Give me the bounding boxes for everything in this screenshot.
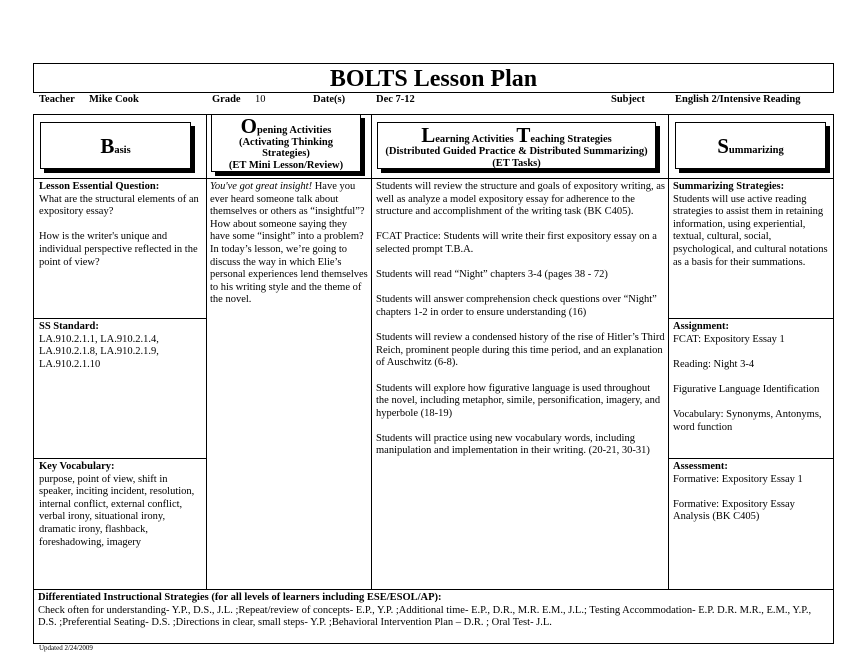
summarizing-initial: S	[717, 134, 729, 158]
learning-item: Students will review a condensed history of the rise of Hitler’s Third Reich, prominent people during this time period, and an explanation of Auschwitz (6-8).	[376, 332, 665, 369]
opening-subtitle-3: (ET Mini Lesson/Review)	[228, 159, 344, 171]
assessment-heading: Assessment:	[673, 461, 728, 472]
dates-label: Date(s)	[313, 94, 346, 105]
assignment-item: Reading: Night 3-4	[673, 358, 755, 370]
basis-initial: B	[100, 134, 115, 158]
ss-standard-cell	[39, 321, 203, 371]
page-title: BOLTS Lesson Plan	[33, 63, 834, 93]
subject-value: English 2/Intensive Reading	[675, 94, 801, 105]
learning-item: Students will read “Night” chapters 3-4 (pages 38 - 72)	[376, 269, 608, 281]
assessment-item: Formative: Expository Essay 1	[673, 473, 803, 485]
learning-subtitle: (Distributed Guided Practice & Distributed Summarizing)	[385, 146, 648, 157]
opening-hook: You've got great insight!	[210, 181, 313, 192]
basis-header	[40, 122, 191, 169]
key-vocabulary-cell	[39, 461, 203, 549]
key-vocabulary-list: purpose, point of view, shift in speaker, inciting incident, resolution, internal conflict, external conflict, verbal irony, situational irony, dramatic irony, flashback, foreshadowing, imagery	[39, 473, 195, 548]
row-divider	[33, 178, 834, 179]
row-divider	[33, 589, 834, 590]
differentiated-heading: Differentiated Instructional Strategies (for all levels of learners including ESE/ESOL/AP):	[38, 592, 442, 603]
assignment-heading: Assignment:	[673, 321, 730, 332]
assignment-item: Vocabulary: Synonyms, Antonyms, word function	[673, 409, 822, 433]
learning-item: Students will practice using new vocabulary words, including manipulation and implementation in their writing. (20-21, 30-31)	[376, 432, 650, 457]
summarizing-strategies-text: Students will use active reading strategies to assist them in retaining information, using experiential, textual, cultural, social, psychological, and cultural notations as a basis for their summations.	[673, 193, 828, 268]
learning-activities-cell	[376, 181, 665, 458]
assessment-item: Formative: Expository Essay Analysis (BK C405)	[673, 498, 795, 523]
learning-subtitle-2: (ET Tasks)	[492, 158, 541, 169]
column-divider	[668, 114, 669, 589]
opening-subtitle: (Activating Thinking	[238, 136, 334, 148]
row-divider	[33, 318, 206, 319]
opening-activities-cell	[210, 181, 368, 307]
ss-standard-line: LA.910.2.1.10	[39, 358, 101, 370]
essential-question-heading: Lesson Essential Question:	[39, 181, 160, 192]
opening-title: pening Activities	[256, 125, 332, 136]
assignment-item: Figurative Language Identification	[673, 383, 820, 395]
row-divider	[668, 458, 834, 459]
learning-initial: L	[421, 123, 436, 147]
differentiated-text: Check often for understanding- Y.P., D.S., J.L. ;Repeat/review of concepts- E.P., Y.P. ;Additional time- E.P., D.R., M.R. E.M., J.L.; Testing Accommodation- E.P. D.R. M.R., E.M., Y.P., D.S. ;Preferential Seating- D.S. ;Directions in clear, small steps- Y.P. ;Behavioral Intervention Plan – D.R. ; Oral Test- J.L.	[38, 604, 812, 629]
ss-standard-heading: SS Standard:	[39, 321, 99, 332]
assignment-cell	[673, 321, 831, 434]
grade-label: Grade	[212, 94, 241, 105]
teaching-initial: T	[516, 123, 531, 147]
assessment-cell	[673, 461, 831, 524]
updated-date: Updated 2/24/2009	[39, 644, 93, 652]
essential-question-2: How is the writer's unique and individual perspective reflected in the point of view?	[39, 231, 198, 268]
opening-text: Have you ever heard someone talk about themselves or others as “insightful”? How about someone saying they have some “insight” into a problem? In today’s lesson, we’re going to discuss the way in which Elie’s personal experiences lend themselves to his writing style and the theme of the novel.	[210, 181, 368, 306]
key-vocabulary-heading: Key Vocabulary:	[39, 461, 115, 472]
grade-value: 10	[255, 94, 266, 105]
teaching-title: eaching Strategies	[530, 134, 612, 145]
subject-label: Subject	[611, 94, 645, 105]
learning-item: Students will review the structure and goals of expository writing, as well as analyze a model expository essay for adherence to the structure and accomplishment of the writing task (BK C405).	[376, 181, 665, 218]
summarizing-title: ummarizing	[728, 145, 784, 156]
summarizing-header	[675, 122, 826, 169]
learning-item: Students will explore how figurative language is used throughout the novel, including metaphor, simile, personification, imagery, and hyperbole (18-19)	[376, 382, 661, 419]
basis-title: asis	[114, 145, 131, 156]
teacher-name: Mike Cook	[89, 94, 139, 105]
opening-subtitle-2: Strategies)	[262, 148, 310, 159]
ss-standard-line: LA.910.2.1.1, LA.910.2.1.4,	[39, 333, 159, 345]
learning-title: earning Activities	[435, 134, 517, 145]
learning-header	[377, 122, 656, 169]
ss-standard-line: LA.910.2.1.8, LA.910.2.1.9,	[39, 346, 159, 358]
column-divider	[371, 114, 372, 589]
summarizing-strategies-cell	[673, 181, 831, 269]
row-divider	[668, 318, 834, 319]
column-divider	[206, 114, 207, 589]
differentiated-cell	[38, 592, 830, 630]
summarizing-strategies-heading: Summarizing Strategies:	[673, 181, 785, 192]
essential-question-1: What are the structural elements of an expository essay?	[39, 193, 199, 218]
learning-item: Students will answer comprehension check questions over “Night” chapters 1-2 in order to ensure understanding (16)	[376, 294, 657, 318]
opening-header	[211, 114, 361, 172]
learning-item: FCAT Practice: Students will write their first expository essay on a selected prompt T.B.A.	[376, 231, 657, 255]
assignment-item: FCAT: Expository Essay 1	[673, 333, 785, 345]
essential-question-cell	[39, 181, 203, 269]
row-divider	[33, 458, 206, 459]
dates-value: Dec 7-12	[376, 94, 415, 105]
teacher-label: Teacher	[39, 94, 75, 105]
opening-initial: O	[240, 114, 257, 138]
